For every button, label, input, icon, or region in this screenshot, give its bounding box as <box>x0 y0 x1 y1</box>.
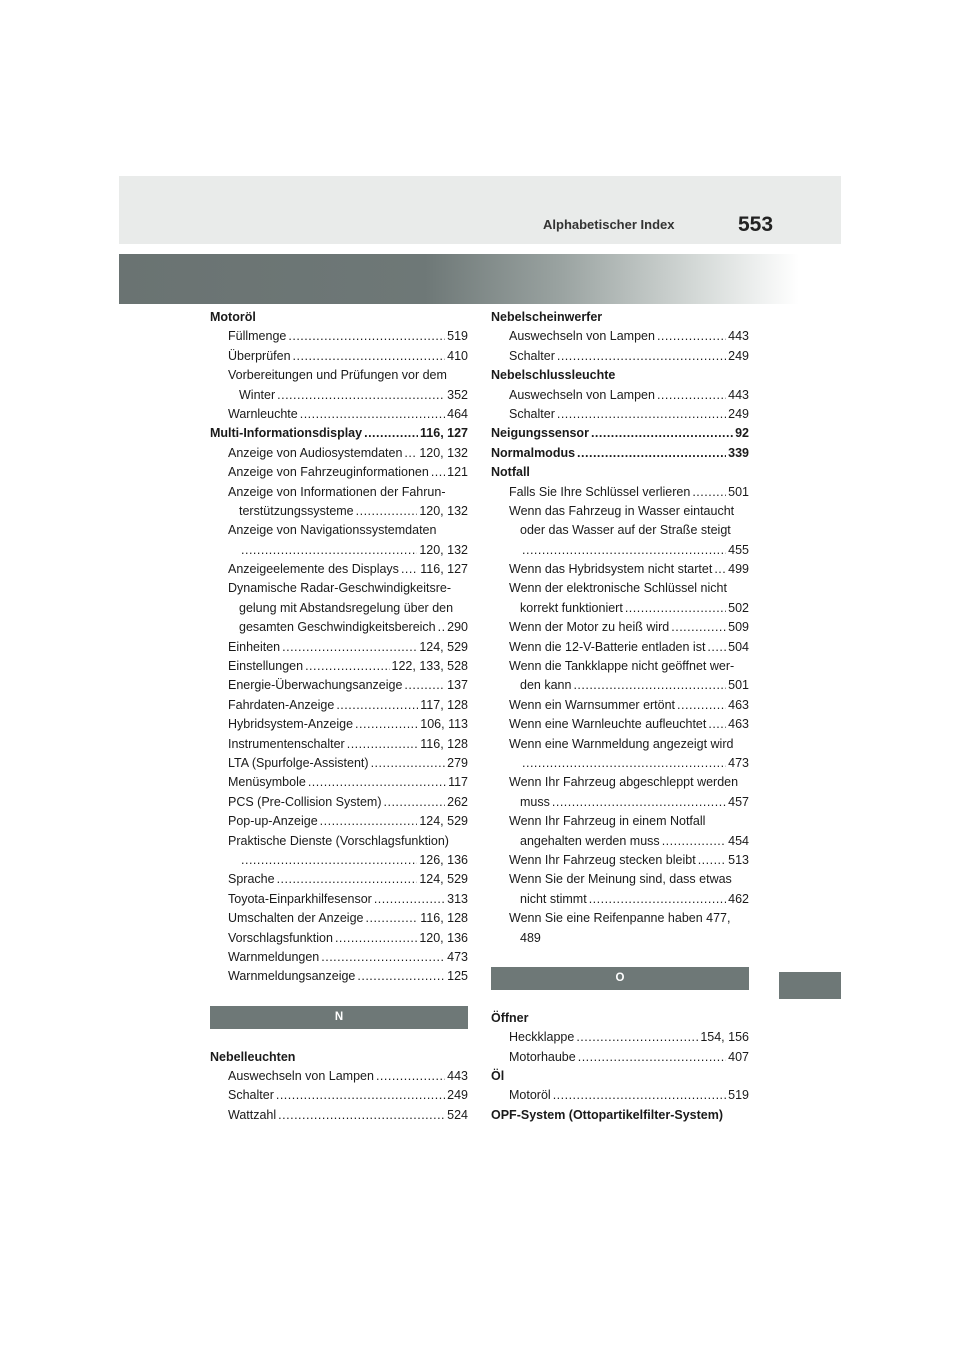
dot-leader <box>364 424 418 443</box>
index-entry-sub[interactable] <box>491 929 749 948</box>
entry-text: nicht stimmt <box>520 891 587 906</box>
spacer <box>210 1029 468 1048</box>
dot-leader <box>438 618 446 637</box>
entry-text: Anzeige von Audiosystemdaten <box>228 445 403 460</box>
index-entry-sub[interactable] <box>491 1028 749 1047</box>
dot-leader <box>714 560 726 579</box>
dot-leader <box>404 676 445 695</box>
index-entry-sub[interactable] <box>210 463 468 482</box>
index-entry-sub[interactable] <box>491 851 749 870</box>
index-entry-sub[interactable] <box>210 638 468 657</box>
index-entry-sub[interactable] <box>210 560 468 579</box>
index-entry-main[interactable] <box>210 308 468 327</box>
dot-leader <box>241 541 417 560</box>
dot-leader <box>557 347 726 366</box>
index-entry-sub[interactable] <box>210 812 468 831</box>
entry-page-ref[interactable]: 154, 156 <box>700 1030 749 1045</box>
entry-page-ref[interactable]: 519 <box>728 1088 749 1103</box>
entry-text: Wenn die 12-V-Batterie entladen ist <box>509 639 706 654</box>
dot-leader <box>277 386 445 405</box>
entry-text: Anzeige von Navigationssystemdaten <box>228 523 437 538</box>
entry-text: Umschalten der Anzeige <box>228 911 364 926</box>
entry-text: Wenn das Fahrzeug in Wasser eintaucht <box>509 503 735 518</box>
entry-text: den kann <box>520 678 572 693</box>
index-entry-sub[interactable] <box>491 909 749 928</box>
dot-leader <box>305 657 389 676</box>
index-entry-main[interactable] <box>491 366 749 385</box>
entry-page-ref[interactable]: 457 <box>728 794 749 809</box>
index-entry-sub[interactable] <box>210 1086 468 1105</box>
entry-page-ref[interactable]: 352 <box>447 387 468 402</box>
entry-page-ref[interactable]: 249 <box>447 1088 468 1103</box>
entry-text: korrekt funktioniert <box>520 600 623 615</box>
index-entry-sub[interactable] <box>210 483 468 502</box>
entry-text: Wenn Sie eine Reifenpanne haben 477, <box>509 911 731 926</box>
index-entry-sub[interactable] <box>210 793 468 812</box>
index-entry-sub[interactable] <box>210 618 468 637</box>
index-entry-sub[interactable] <box>491 832 749 851</box>
spacer <box>491 948 749 967</box>
dot-leader <box>335 929 417 948</box>
dot-leader <box>336 696 418 715</box>
entry-page-ref[interactable]: 462 <box>728 891 749 906</box>
dot-leader <box>707 638 726 657</box>
dot-leader <box>374 890 445 909</box>
dot-leader <box>401 560 418 579</box>
dot-leader <box>589 890 726 909</box>
index-letter-heading: N <box>210 1006 468 1029</box>
entry-text: angehalten werden muss <box>520 833 660 848</box>
entry-page-ref[interactable]: 524 <box>447 1107 468 1122</box>
entry-page-ref[interactable]: 519 <box>447 329 468 344</box>
dot-leader <box>591 424 733 443</box>
index-entry-sub[interactable] <box>210 967 468 986</box>
entry-page-ref[interactable]: 137 <box>447 678 468 693</box>
index-column-left <box>210 308 468 1125</box>
index-entry-sub[interactable] <box>491 696 749 715</box>
entry-page-ref[interactable]: 509 <box>728 620 749 635</box>
index-entry-sub[interactable] <box>210 366 468 385</box>
index-entry-sub[interactable] <box>491 327 749 346</box>
entry-text: Warnmeldungen <box>228 949 320 964</box>
dot-leader <box>241 851 417 870</box>
dot-leader <box>552 793 726 812</box>
index-entry-sub[interactable] <box>491 579 749 598</box>
entry-text: gelung mit Abstandsregelung über den <box>239 600 454 615</box>
dot-leader <box>347 735 419 754</box>
entry-text: Praktische Dienste (Vorschlagsfunktion) <box>228 833 449 848</box>
index-entry-main[interactable] <box>491 1009 749 1028</box>
dot-leader <box>576 1028 698 1047</box>
index-letter-heading: O <box>491 967 749 990</box>
entry-page-ref[interactable]: 117, 128 <box>420 697 468 712</box>
dot-leader <box>662 832 726 851</box>
index-entry-sub[interactable] <box>210 696 468 715</box>
entry-page-ref[interactable]: 124, 529 <box>419 814 468 829</box>
entry-text: Fahrdaten-Anzeige <box>228 697 335 712</box>
dot-leader <box>278 1106 445 1125</box>
entry-page-ref[interactable]: 290 <box>447 620 468 635</box>
index-entry-sub[interactable] <box>210 948 468 967</box>
index-entry-sub[interactable] <box>210 386 468 405</box>
entry-page-ref[interactable]: 313 <box>447 891 468 906</box>
entry-text: Vorbereitungen und Prüfungen vor dem <box>228 368 447 383</box>
entry-text: Wattzahl <box>228 1107 277 1122</box>
dot-leader <box>276 1086 445 1105</box>
index-entry-sub[interactable] <box>491 502 749 521</box>
entry-page-ref[interactable]: 473 <box>728 755 749 770</box>
entry-page-ref[interactable]: 126, 136 <box>419 852 468 867</box>
index-entry-sub[interactable] <box>210 735 468 754</box>
entry-text: Nebelscheinwerfer <box>491 310 603 324</box>
dot-leader <box>277 870 418 889</box>
entry-text: Wenn der Motor zu heiß wird <box>509 620 670 635</box>
chapter-side-tab <box>779 972 841 999</box>
entry-page-ref[interactable]: 249 <box>728 348 749 363</box>
entry-text: Notfall <box>491 465 530 480</box>
entry-text: Wenn Ihr Fahrzeug stecken bleibt <box>509 852 696 867</box>
spacer <box>491 990 749 1009</box>
entry-text: Warnleuchte <box>228 406 298 421</box>
index-entry-main[interactable] <box>491 444 749 463</box>
index-entry-sub[interactable] <box>491 405 749 424</box>
dot-leader <box>708 715 726 734</box>
entry-text: Füllmenge <box>228 329 287 344</box>
entry-page-ref[interactable]: 464 <box>447 406 468 421</box>
entry-text: LTA (Spurfolge-Assistent) <box>228 755 369 770</box>
dot-leader <box>522 754 726 773</box>
index-entry-sub[interactable] <box>210 1067 468 1086</box>
entry-text: Heckklappe <box>509 1030 575 1045</box>
entry-text: Warnmeldungsanzeige <box>228 969 356 984</box>
entry-text: Sprache <box>228 872 275 887</box>
entry-page-ref[interactable]: 454 <box>728 833 749 848</box>
entry-page-ref[interactable]: 443 <box>728 387 749 402</box>
index-column-right <box>491 308 749 1125</box>
entry-text: Wenn das Hybridsystem nicht startet <box>509 562 713 577</box>
entry-text: Wenn die Tankklappe nicht geöffnet wer- <box>509 659 735 674</box>
entry-text: Wenn eine Warnmeldung angezeigt wird <box>509 736 734 751</box>
index-entry-sub[interactable] <box>491 1086 749 1105</box>
entry-page-ref[interactable]: 120, 136 <box>419 930 468 945</box>
index-entry-main[interactable] <box>210 1048 468 1067</box>
index-entry-sub[interactable] <box>210 715 468 734</box>
index-entry-sub[interactable] <box>491 599 749 618</box>
entry-text: Motoröl <box>509 1088 551 1103</box>
entry-text: Schalter <box>509 348 555 363</box>
dot-leader <box>657 386 726 405</box>
index-entry-main[interactable] <box>491 1067 749 1086</box>
entry-page-ref[interactable]: 92 <box>735 426 749 441</box>
dot-leader <box>578 1048 726 1067</box>
entry-page-ref[interactable]: 473 <box>447 949 468 964</box>
index-entry-sub[interactable] <box>491 638 749 657</box>
dot-leader <box>431 463 445 482</box>
entry-text: muss <box>520 794 550 809</box>
header-gradient-band <box>119 254 799 304</box>
index-entry-sub[interactable] <box>491 773 749 792</box>
entry-text: terstützungssysteme <box>239 503 354 518</box>
index-entry-main[interactable] <box>491 1106 749 1125</box>
index-entry-sub[interactable] <box>210 599 468 618</box>
entry-text: Nebelschlussleuchte <box>491 368 616 383</box>
index-entry-sub[interactable] <box>491 560 749 579</box>
entry-page-ref[interactable]: 249 <box>728 406 749 421</box>
entry-text: Anzeigeelemente des Displays <box>228 562 399 577</box>
entry-page-ref[interactable]: 262 <box>447 794 468 809</box>
index-entry-sub[interactable] <box>491 618 749 637</box>
index-entry-sub[interactable] <box>491 890 749 909</box>
entry-text: PCS (Pre-Collision System) <box>228 794 382 809</box>
entry-page-ref[interactable]: 106, 113 <box>420 717 468 732</box>
index-entry-sub[interactable] <box>210 1106 468 1125</box>
entry-text: Wenn Sie der Meinung sind, dass etwas <box>509 872 732 887</box>
index-entry-sub[interactable] <box>491 386 749 405</box>
dot-leader <box>321 948 445 967</box>
dot-leader <box>308 773 446 792</box>
index-entry-sub[interactable] <box>210 676 468 695</box>
entry-text: gesamten Geschwindigkeitsbereich <box>239 620 436 635</box>
entry-page-ref[interactable]: 120, 132 <box>419 503 468 518</box>
index-entry-sub[interactable] <box>491 793 749 812</box>
entry-page-ref[interactable]: 116, 127 <box>420 562 468 577</box>
index-entry-main[interactable] <box>491 308 749 327</box>
index-entry-sub[interactable] <box>210 890 468 909</box>
index-entry-sub[interactable] <box>491 483 749 502</box>
index-entry-sub[interactable] <box>491 715 749 734</box>
index-entry-sub[interactable] <box>210 521 468 540</box>
index-entry-sub[interactable] <box>491 870 749 889</box>
entry-page-ref[interactable]: 124, 529 <box>419 872 468 887</box>
entry-text: Motoröl <box>210 310 256 324</box>
entry-text: Instrumentenschalter <box>228 736 345 751</box>
index-entry-main[interactable] <box>210 424 468 443</box>
entry-text: OPF-System (Ottopartikelfilter-System) <box>491 1107 723 1122</box>
index-entry-sub[interactable] <box>210 754 468 773</box>
index-entry-sub[interactable] <box>210 444 468 463</box>
entry-page-ref[interactable]: 120, 132 <box>419 542 468 557</box>
dot-leader <box>356 502 418 521</box>
dot-leader <box>522 541 726 560</box>
entry-page-ref[interactable]: 410 <box>447 348 468 363</box>
dot-leader <box>384 793 446 812</box>
index-entry-main[interactable] <box>491 463 749 482</box>
entry-text: Multi-Informationsdisplay <box>210 426 363 441</box>
entry-text: Einheiten <box>228 639 281 654</box>
spacer <box>210 987 468 1006</box>
dot-leader <box>698 851 726 870</box>
dot-leader <box>677 696 726 715</box>
dot-leader <box>657 327 726 346</box>
index-entry-sub[interactable] <box>491 754 749 773</box>
entry-text: Überprüfen <box>228 348 291 363</box>
entry-page-ref[interactable]: 504 <box>728 639 749 654</box>
dot-leader <box>288 327 445 346</box>
entry-page-ref[interactable]: 116, 128 <box>420 736 468 751</box>
index-entry-sub[interactable] <box>210 832 468 851</box>
entry-page-ref[interactable]: 501 <box>728 678 749 693</box>
entry-text: Wenn ein Warnsummer ertönt <box>509 697 676 712</box>
dot-leader <box>320 812 418 831</box>
entry-page-ref[interactable]: 455 <box>728 542 749 557</box>
dot-leader <box>357 967 445 986</box>
entry-text: Falls Sie Ihre Schlüssel verlieren <box>509 484 691 499</box>
entry-text: Einstellungen <box>228 659 304 674</box>
entry-text: Öl <box>491 1069 505 1084</box>
dot-leader <box>376 1067 445 1086</box>
entry-page-ref[interactable]: 502 <box>728 600 749 615</box>
index-entry-sub[interactable] <box>210 870 468 889</box>
entry-text: Hybridsystem-Anzeige <box>228 717 354 732</box>
dot-leader <box>404 444 417 463</box>
entry-text: Toyota-Einparkhilfesensor <box>228 891 372 906</box>
dot-leader <box>692 483 726 502</box>
entry-text: Pop-up-Anzeige <box>228 814 318 829</box>
entry-text: Nebelleuchten <box>210 1049 296 1064</box>
index-entry-sub[interactable] <box>210 773 468 792</box>
entry-page-ref[interactable]: 501 <box>728 484 749 499</box>
index-entry-main[interactable] <box>491 424 749 443</box>
entry-text: Menüsymbole <box>228 775 306 790</box>
entry-page-ref[interactable]: 407 <box>728 1049 749 1064</box>
entry-page-ref[interactable]: 125 <box>447 969 468 984</box>
entry-page-ref[interactable]: 117 <box>448 775 468 790</box>
entry-text: Auswechseln von Lampen <box>509 387 655 402</box>
entry-text: Auswechseln von Lampen <box>509 329 655 344</box>
index-entry-sub[interactable] <box>210 929 468 948</box>
entry-text: 489 <box>520 930 541 945</box>
dot-leader <box>553 1086 726 1105</box>
entry-page-ref[interactable]: 463 <box>728 717 749 732</box>
entry-page-ref[interactable]: 443 <box>447 1069 468 1084</box>
index-entry-sub[interactable] <box>210 657 468 676</box>
dot-leader <box>577 444 726 463</box>
section-title: Alphabetischer Index <box>543 217 675 232</box>
entry-page-ref[interactable]: 121 <box>447 465 468 480</box>
entry-page-ref[interactable]: 120, 132 <box>419 445 468 460</box>
index-entry-sub[interactable] <box>491 812 749 831</box>
entry-text: Motorhaube <box>509 1049 576 1064</box>
index-entry-sub[interactable] <box>210 851 468 870</box>
entry-text: Vorschlagsfunktion <box>228 930 333 945</box>
entry-page-ref[interactable]: 124, 529 <box>419 639 468 654</box>
dot-leader <box>671 618 726 637</box>
dot-leader <box>293 347 446 366</box>
entry-text: Schalter <box>509 406 555 421</box>
index-entry-sub[interactable] <box>210 909 468 928</box>
entry-text: Wenn der elektronische Schlüssel nicht <box>509 581 727 596</box>
index-entry-sub[interactable] <box>210 541 468 560</box>
entry-page-ref[interactable]: 463 <box>728 697 749 712</box>
entry-text: Schalter <box>228 1088 274 1103</box>
entry-page-ref[interactable]: 339 <box>728 445 749 460</box>
entry-text: Wenn Ihr Fahrzeug in einem Notfall <box>509 814 706 829</box>
entry-text: Normalmodus <box>491 445 576 460</box>
dot-leader <box>282 638 417 657</box>
index-entry-sub[interactable] <box>491 657 749 676</box>
dot-leader <box>366 909 419 928</box>
index-entry-sub[interactable] <box>210 347 468 366</box>
entry-page-ref[interactable]: 279 <box>447 755 468 770</box>
entry-page-ref[interactable]: 116, 127 <box>420 426 468 441</box>
entry-text: Wenn eine Warnleuchte aufleuchtet <box>509 717 707 732</box>
index-entry-sub[interactable] <box>210 502 468 521</box>
index-entry-sub[interactable] <box>491 735 749 754</box>
entry-text: Anzeige von Fahrzeuginformationen <box>228 465 429 480</box>
entry-text: Dynamische Radar-Geschwindigkeitsre- <box>228 581 451 596</box>
index-entry-sub[interactable] <box>491 1048 749 1067</box>
entry-text: Neigungssensor <box>491 426 589 441</box>
index-entry-sub[interactable] <box>491 521 749 540</box>
index-entry-sub[interactable] <box>210 579 468 598</box>
entry-text: Energie-Überwachungsanzeige <box>228 678 403 693</box>
entry-text: Auswechseln von Lampen <box>228 1069 374 1084</box>
entry-text: Öffner <box>491 1010 529 1025</box>
dot-leader <box>300 405 445 424</box>
index-entry-sub[interactable] <box>491 676 749 695</box>
entry-text: Winter <box>239 387 276 402</box>
page-number: 553 <box>738 213 774 236</box>
dot-leader <box>625 599 726 618</box>
entry-text: oder das Wasser auf der Straße steigt <box>520 523 731 538</box>
index-entry-sub[interactable] <box>491 541 749 560</box>
header-bar <box>119 176 841 244</box>
index-entry-sub[interactable] <box>210 405 468 424</box>
dot-leader <box>371 754 446 773</box>
entry-text: Wenn Ihr Fahrzeug abgeschleppt werden <box>509 775 739 790</box>
entry-page-ref[interactable]: 116, 128 <box>420 911 468 926</box>
index-entry-sub[interactable] <box>210 327 468 346</box>
dot-leader <box>355 715 418 734</box>
dot-leader <box>557 405 726 424</box>
entry-page-ref[interactable]: 499 <box>728 562 749 577</box>
entry-text: Anzeige von Informationen der Fahrun- <box>228 484 446 499</box>
entry-page-ref[interactable]: 513 <box>728 852 749 867</box>
entry-page-ref[interactable]: 122, 133, 528 <box>391 659 468 674</box>
dot-leader <box>573 676 726 695</box>
index-entry-sub[interactable] <box>491 347 749 366</box>
entry-page-ref[interactable]: 443 <box>728 329 749 344</box>
